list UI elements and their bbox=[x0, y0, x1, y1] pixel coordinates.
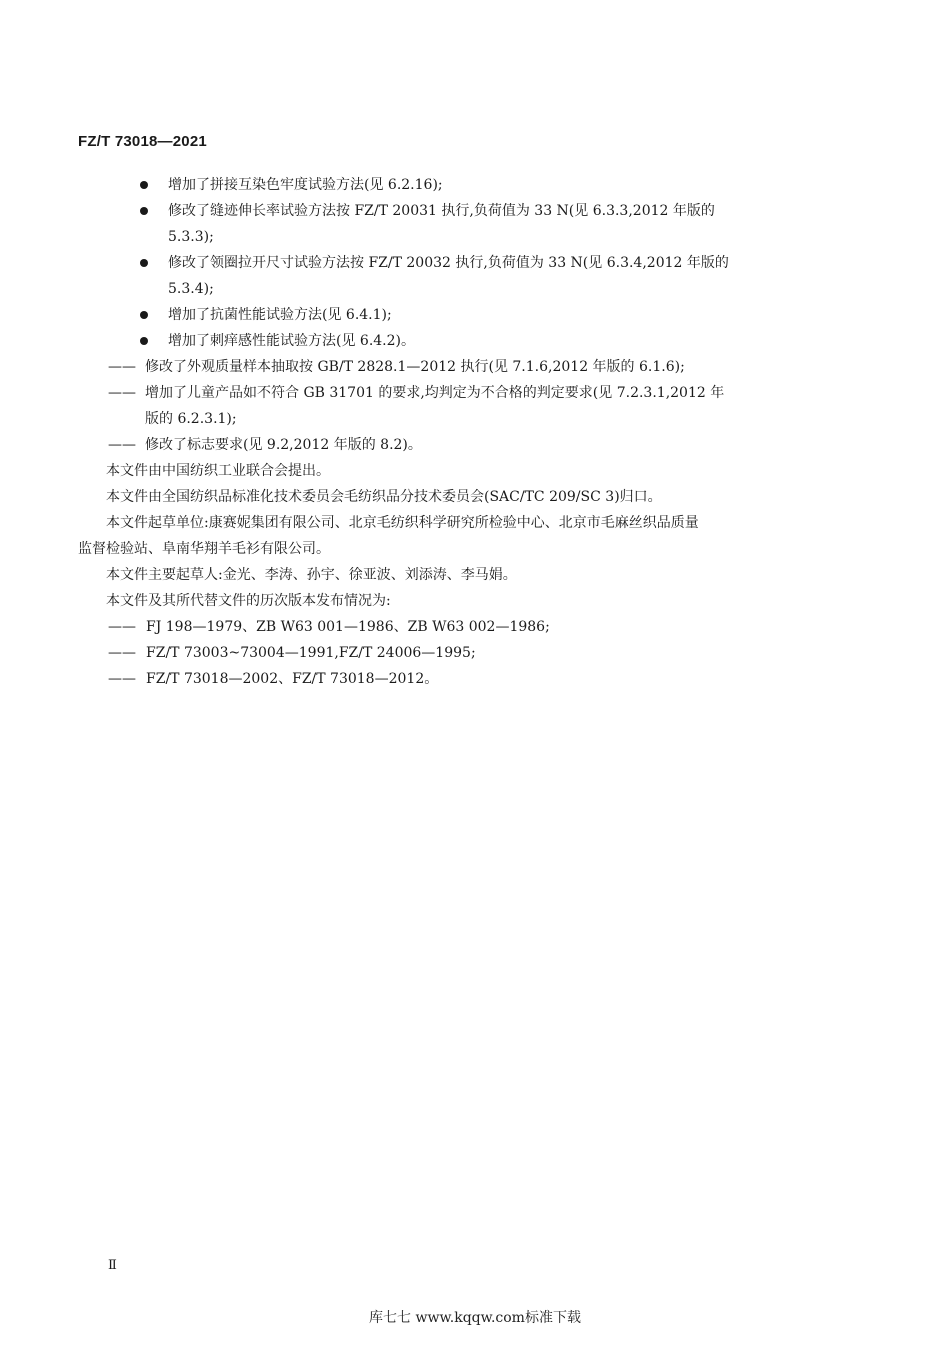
bullet-text-continued: 5.3.4); bbox=[168, 281, 214, 297]
change-item bbox=[78, 432, 823, 458]
history-text: FZ/T 73003~73004—1991,FZ/T 24006—1995; bbox=[146, 645, 476, 661]
bullet-item bbox=[78, 328, 823, 354]
document-body bbox=[78, 172, 823, 692]
bullet-item bbox=[78, 250, 823, 302]
history-text: FJ 198—1979、ZB W63 001—1986、ZB W63 002—1986; bbox=[146, 619, 550, 635]
bullet-dot-icon bbox=[140, 259, 148, 267]
dash-mark: —— bbox=[108, 645, 136, 661]
proposer-paragraph: 本文件由中国纺织工业联合会提出。 bbox=[106, 463, 330, 479]
history-item bbox=[78, 640, 823, 666]
bullet-dot-icon bbox=[140, 207, 148, 215]
dash-mark: —— bbox=[108, 385, 136, 401]
history-text: FZ/T 73018—2002、FZ/T 73018—2012。 bbox=[146, 671, 439, 687]
bullet-text: 增加了刺痒感性能试验方法(见 6.4.2)。 bbox=[168, 333, 415, 349]
bullet-text: 修改了领圈拉开尺寸试验方法按 FZ/T 20032 执行,负荷值为 33 N(见 6.3.4,2012 年版的 bbox=[168, 255, 729, 271]
footer-watermark: 库七七 www.kqqw.com标准下载 bbox=[369, 1310, 581, 1326]
committee-paragraph: 本文件由全国纺织品标准化技术委员会毛纺织品分技术委员会(SAC/TC 209/SC 3)归口。 bbox=[106, 489, 662, 505]
history-intro-paragraph: 本文件及其所代替文件的历次版本发布情况为: bbox=[106, 593, 391, 609]
standard-code-header: FZ/T 73018—2021 bbox=[78, 133, 207, 150]
bullet-text-continued: 5.3.3); bbox=[168, 229, 214, 245]
bullet-text: 修改了缝迹伸长率试验方法按 FZ/T 20031 执行,负荷值为 33 N(见 6.3.3,2012 年版的 bbox=[168, 203, 715, 219]
bullet-dot-icon bbox=[140, 337, 148, 345]
dash-mark: —— bbox=[108, 359, 136, 375]
change-item bbox=[78, 354, 823, 380]
drafting-units-paragraph: 本文件起草单位:康赛妮集团有限公司、北京毛纺织科学研究所检验中心、北京市毛麻丝织品质量 bbox=[106, 515, 699, 531]
history-item bbox=[78, 614, 823, 640]
dash-mark: —— bbox=[108, 619, 136, 635]
change-text: 修改了标志要求(见 9.2,2012 年版的 8.2)。 bbox=[145, 437, 422, 453]
drafters-paragraph: 本文件主要起草人:金光、李涛、孙宇、徐亚波、刘添涛、李马娟。 bbox=[106, 567, 517, 583]
bullet-item bbox=[78, 172, 823, 198]
bullet-text: 增加了拼接互染色牢度试验方法(见 6.2.16); bbox=[168, 177, 443, 193]
dash-mark: —— bbox=[108, 437, 136, 453]
change-text: 修改了外观质量样本抽取按 GB/T 2828.1—2012 执行(见 7.1.6,2012 年版的 6.1.6); bbox=[145, 359, 685, 375]
change-item bbox=[78, 380, 823, 432]
bullet-item bbox=[78, 302, 823, 328]
bullet-text: 增加了抗菌性能试验方法(见 6.4.1); bbox=[168, 307, 392, 323]
page-number: Ⅱ bbox=[108, 1258, 117, 1273]
bullet-dot-icon bbox=[140, 181, 148, 189]
history-item bbox=[78, 666, 823, 692]
change-text: 增加了儿童产品如不符合 GB 31701 的要求,均判定为不合格的判定要求(见 7.2.3.1,2012 年 bbox=[145, 385, 725, 401]
bullet-dot-icon bbox=[140, 311, 148, 319]
change-text-continued: 版的 6.2.3.1); bbox=[145, 411, 237, 427]
drafting-units-paragraph-continued: 监督检验站、阜南华翔羊毛衫有限公司。 bbox=[78, 541, 330, 557]
bullet-item bbox=[78, 198, 823, 250]
dash-mark: —— bbox=[108, 671, 136, 687]
